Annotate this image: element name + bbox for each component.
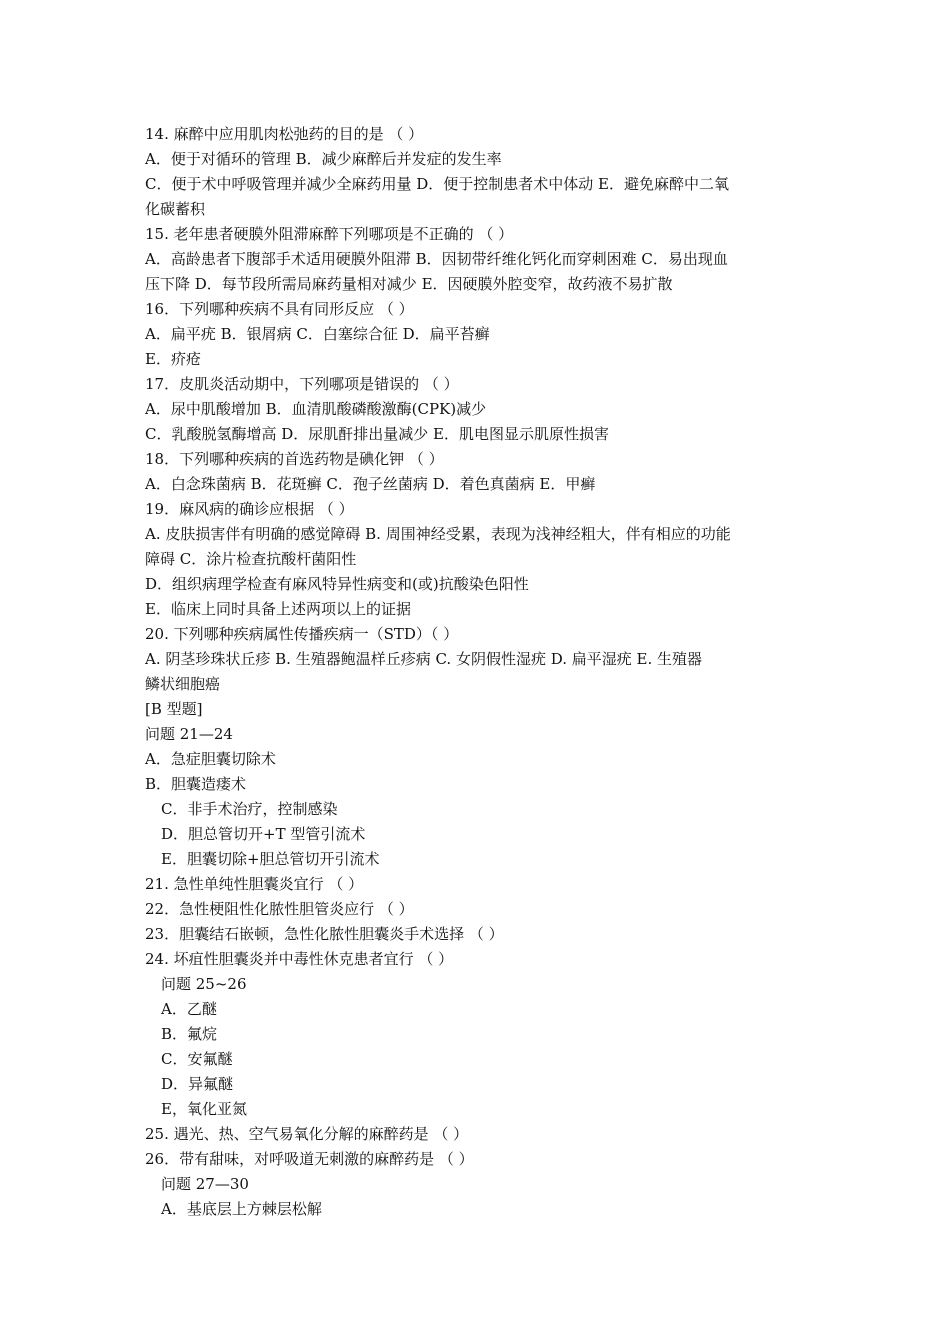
text-line: 24. 坏疽性胆囊炎并中毒性休克患者宜行 （ ） bbox=[145, 950, 454, 968]
text-line: E．胆囊切除+胆总管切开引流术 bbox=[161, 850, 380, 868]
text-line: 鳞状细胞癌 bbox=[145, 675, 221, 693]
text-line: 压下降 D．每节段所需局麻药量相对减少 E．因硬膜外腔变窄，故药液不易扩散 bbox=[145, 275, 673, 293]
text-line: [B 型题] bbox=[145, 700, 203, 718]
text-line: C．乳酸脱氢酶增高 D．尿肌酐排出量减少 E．肌电图显示肌原性损害 bbox=[145, 425, 609, 443]
text-line: A．急症胆囊切除术 bbox=[145, 750, 276, 768]
text-line: 26．带有甜味，对呼吸道无刺激的麻醉药是 （ ） bbox=[145, 1150, 474, 1168]
text-line: B．氟烷 bbox=[161, 1025, 218, 1043]
text-line: 15. 老年患者硬膜外阻滞麻醉下列哪项是不正确的 （ ） bbox=[145, 225, 514, 243]
text-line: 障碍 C．涂片检查抗酸杆菌阳性 bbox=[145, 550, 357, 568]
text-line: C．便于术中呼吸管理并减少全麻药用量 D．便于控制患者术中体动 E．避免麻醉中二氧 bbox=[145, 175, 729, 193]
text-line: E．临床上同时具备上述两项以上的证据 bbox=[145, 600, 411, 618]
text-line: A．高龄患者下腹部手术适用硬膜外阻滞 B．因韧带纤维化钙化而穿刺困难 C．易出现血 bbox=[145, 250, 728, 268]
text-line: A．尿中肌酸增加 B．血清肌酸磷酸激酶(CPK)减少 bbox=[145, 400, 487, 418]
text-line: 14. 麻醉中应用肌肉松弛药的目的是 （ ） bbox=[145, 125, 424, 143]
text-line: C．非手术治疗，控制感染 bbox=[161, 800, 338, 818]
text-line: B．胆囊造瘘术 bbox=[145, 775, 247, 793]
text-line: 20. 下列哪种疾病属性传播疾病一（STD）（ ） bbox=[145, 625, 459, 643]
text-line: A．白念珠菌病 B．花斑癣 C．孢子丝菌病 D．着色真菌病 E．甲癣 bbox=[145, 475, 596, 493]
text-line: 22．急性梗阻性化脓性胆管炎应行 （ ） bbox=[145, 900, 414, 918]
text-line: D．异氟醚 bbox=[161, 1075, 234, 1093]
text-line: D．组织病理学检查有麻风特异性病变和(或)抗酸染色阳性 bbox=[145, 575, 529, 593]
text-line: 17．皮肌炎活动期中，下列哪项是错误的 （ ） bbox=[145, 375, 459, 393]
text-line: 问题 21—24 bbox=[145, 725, 233, 743]
text-line: A．扁平疣 B．银屑病 C．白塞综合征 D．扁平苔癣 bbox=[145, 325, 490, 343]
text-line: E．疥疮 bbox=[145, 350, 201, 368]
text-line: 问题 25~26 bbox=[161, 975, 247, 993]
text-line: A. 皮肤损害伴有明确的感觉障碍 B. 周围神经受累，表现为浅神经粗大，伴有相应的功能 bbox=[145, 525, 731, 543]
text-line: D．胆总管切开+T 型管引流术 bbox=[161, 825, 366, 843]
text-line: 18．下列哪种疾病的首选药物是碘化钾 （ ） bbox=[145, 450, 444, 468]
text-line: 16．下列哪种疾病不具有同形反应 （ ） bbox=[145, 300, 414, 318]
text-line: 19．麻风病的确诊应根据 （ ） bbox=[145, 500, 354, 518]
text-line: A．基底层上方棘层松解 bbox=[161, 1200, 322, 1218]
text-line: C．安氟醚 bbox=[161, 1050, 233, 1068]
text-line: A．便于对循环的管理 B．减少麻醉后并发症的发生率 bbox=[145, 150, 502, 168]
text-line: 25. 遇光、热、空气易氧化分解的麻醉药是 （ ） bbox=[145, 1125, 469, 1143]
text-line: A．乙醚 bbox=[161, 1000, 217, 1018]
text-line: A. 阴茎珍珠状丘疹 B. 生殖器鲍温样丘疹病 C. 女阴假性湿疣 D. 扁平湿疣 E. 生殖器 bbox=[145, 650, 702, 668]
text-line: 21. 急性单纯性胆囊炎宜行 （ ） bbox=[145, 875, 364, 893]
text-line: 问题 27—30 bbox=[161, 1175, 249, 1193]
document-body bbox=[145, 122, 815, 1222]
text-line: 化碳蓄积 bbox=[145, 200, 206, 218]
text-line: 23．胆囊结石嵌顿，急性化脓性胆囊炎手术选择 （ ） bbox=[145, 925, 504, 943]
text-line: E，氧化亚氮 bbox=[161, 1100, 247, 1118]
